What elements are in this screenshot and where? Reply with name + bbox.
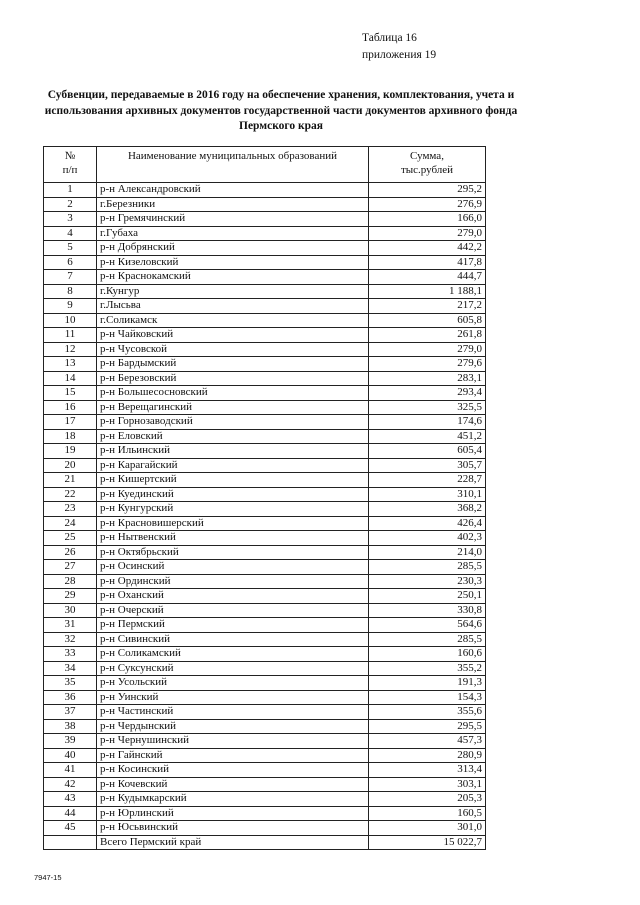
municipality-name: р-н Частинский	[97, 705, 369, 720]
municipality-name: р-н Кишертский	[97, 473, 369, 488]
row-number: 21	[44, 473, 97, 488]
municipality-name: р-н Кунгурский	[97, 502, 369, 517]
municipality-name: р-н Чусовской	[97, 342, 369, 357]
subsidy-amount: 417,8	[369, 255, 486, 270]
subsidy-amount: 605,8	[369, 313, 486, 328]
municipality-name: г.Березники	[97, 197, 369, 212]
row-number: 12	[44, 342, 97, 357]
municipality-name: р-н Горнозаводский	[97, 415, 369, 430]
subsidy-amount: 295,2	[369, 183, 486, 198]
subsidy-amount: 191,3	[369, 676, 486, 691]
row-number: 18	[44, 429, 97, 444]
row-number: 15	[44, 386, 97, 401]
table-header-row	[44, 147, 486, 183]
subsidy-amount: 279,0	[369, 342, 486, 357]
table-reference	[362, 30, 436, 64]
table-row	[44, 473, 486, 488]
subsidy-amount: 293,4	[369, 386, 486, 401]
subsidy-amount: 444,7	[369, 270, 486, 285]
column-header-number-line2: п/п	[62, 164, 78, 176]
subsidy-amount: 305,7	[369, 458, 486, 473]
subsidy-amount: 457,3	[369, 734, 486, 749]
row-number: 5	[44, 241, 97, 256]
row-number: 32	[44, 632, 97, 647]
table-row	[44, 212, 486, 227]
municipality-name: р-н Кудымкарский	[97, 792, 369, 807]
municipality-name: р-н Куединский	[97, 487, 369, 502]
subsidy-amount: 402,3	[369, 531, 486, 546]
municipality-name: р-н Чайковский	[97, 328, 369, 343]
row-number: 38	[44, 719, 97, 734]
row-number: 31	[44, 618, 97, 633]
municipality-name: р-н Большесосновский	[97, 386, 369, 401]
subsidy-amount: 230,3	[369, 574, 486, 589]
row-number: 6	[44, 255, 97, 270]
municipality-name: р-н Кизеловский	[97, 255, 369, 270]
municipality-name: р-н Октябрьский	[97, 545, 369, 560]
table-row	[44, 777, 486, 792]
row-number: 37	[44, 705, 97, 720]
subsidy-amount: 279,6	[369, 357, 486, 372]
subsidy-amount: 228,7	[369, 473, 486, 488]
row-number: 43	[44, 792, 97, 807]
table-row	[44, 371, 486, 386]
row-number: 25	[44, 531, 97, 546]
row-number: 10	[44, 313, 97, 328]
subsidy-amount: 564,6	[369, 618, 486, 633]
row-number: 35	[44, 676, 97, 691]
table-row	[44, 821, 486, 836]
row-number: 34	[44, 661, 97, 676]
municipality-name: г.Лысьва	[97, 299, 369, 314]
municipality-name: р-н Кочевский	[97, 777, 369, 792]
table-row	[44, 357, 486, 372]
subsidy-amount: 330,8	[369, 603, 486, 618]
row-number: 29	[44, 589, 97, 604]
subsidy-table	[43, 146, 486, 850]
subsidy-amount: 285,5	[369, 632, 486, 647]
table-row	[44, 806, 486, 821]
row-number: 26	[44, 545, 97, 560]
table-row	[44, 690, 486, 705]
table-body	[44, 183, 486, 836]
subsidy-amount: 217,2	[369, 299, 486, 314]
column-header-sum-line2: тыс.рублей	[400, 164, 454, 176]
column-header-number	[44, 147, 97, 183]
municipality-name: р-н Оханский	[97, 589, 369, 604]
municipality-name: р-н Верещагинский	[97, 400, 369, 415]
table-row	[44, 545, 486, 560]
table-row	[44, 516, 486, 531]
table-row	[44, 429, 486, 444]
subsidy-amount: 283,1	[369, 371, 486, 386]
table-row	[44, 763, 486, 778]
table-row	[44, 719, 486, 734]
subsidy-amount: 160,6	[369, 647, 486, 662]
table-row	[44, 603, 486, 618]
row-number: 40	[44, 748, 97, 763]
row-number: 30	[44, 603, 97, 618]
municipality-name: р-н Пермский	[97, 618, 369, 633]
row-number: 17	[44, 415, 97, 430]
table-row	[44, 661, 486, 676]
subsidy-amount: 301,0	[369, 821, 486, 836]
subsidy-amount: 355,6	[369, 705, 486, 720]
subsidy-amount: 426,4	[369, 516, 486, 531]
subsidy-amount: 368,2	[369, 502, 486, 517]
row-number: 16	[44, 400, 97, 415]
municipality-name: р-н Косинский	[97, 763, 369, 778]
municipality-name: р-н Красновишерский	[97, 516, 369, 531]
municipality-name: г.Кунгур	[97, 284, 369, 299]
row-number: 44	[44, 806, 97, 821]
table-row	[44, 502, 486, 517]
subsidy-amount: 313,4	[369, 763, 486, 778]
subsidy-amount: 160,5	[369, 806, 486, 821]
table-row	[44, 284, 486, 299]
subsidy-amount: 355,2	[369, 661, 486, 676]
row-number: 22	[44, 487, 97, 502]
subsidy-amount: 261,8	[369, 328, 486, 343]
row-number: 45	[44, 821, 97, 836]
total-label: Всего Пермский край	[97, 835, 369, 850]
subsidy-amount: 280,9	[369, 748, 486, 763]
row-number: 28	[44, 574, 97, 589]
column-header-name: Наименование муниципальных образований	[97, 147, 369, 183]
table-row	[44, 342, 486, 357]
municipality-name: р-н Гремячинский	[97, 212, 369, 227]
table-row	[44, 647, 486, 662]
municipality-name: р-н Сивинский	[97, 632, 369, 647]
municipality-name: р-н Соликамский	[97, 647, 369, 662]
total-row	[44, 835, 486, 850]
subsidy-amount: 451,2	[369, 429, 486, 444]
subsidy-amount: 442,2	[369, 241, 486, 256]
municipality-name: р-н Чернушинский	[97, 734, 369, 749]
table-row	[44, 792, 486, 807]
table-row	[44, 328, 486, 343]
table-row	[44, 560, 486, 575]
municipality-name: р-н Юсьвинский	[97, 821, 369, 836]
table-row	[44, 400, 486, 415]
subsidy-amount: 285,5	[369, 560, 486, 575]
subsidy-amount: 303,1	[369, 777, 486, 792]
table-row	[44, 458, 486, 473]
subsidy-amount: 1 188,1	[369, 284, 486, 299]
table-number: Таблица 16	[362, 32, 417, 44]
table-row	[44, 705, 486, 720]
table-row	[44, 386, 486, 401]
table-row	[44, 748, 486, 763]
subsidy-amount: 325,5	[369, 400, 486, 415]
row-number: 14	[44, 371, 97, 386]
subsidy-amount: 214,0	[369, 545, 486, 560]
row-number: 11	[44, 328, 97, 343]
subsidy-amount: 276,9	[369, 197, 486, 212]
subsidy-amount: 250,1	[369, 589, 486, 604]
table-row	[44, 183, 486, 198]
municipality-name: р-н Гайнский	[97, 748, 369, 763]
column-header-number-line1: №	[64, 150, 76, 162]
subsidy-amount: 279,0	[369, 226, 486, 241]
municipality-name: р-н Еловский	[97, 429, 369, 444]
table-row	[44, 589, 486, 604]
municipality-name: р-н Усольский	[97, 676, 369, 691]
municipality-name: р-н Бардымский	[97, 357, 369, 372]
column-header-sum-line1: Сумма,	[410, 150, 444, 162]
municipality-name: р-н Очерский	[97, 603, 369, 618]
subsidy-amount: 605,4	[369, 444, 486, 459]
table-row	[44, 197, 486, 212]
table-row	[44, 255, 486, 270]
table-row	[44, 241, 486, 256]
table-row	[44, 618, 486, 633]
table-row	[44, 415, 486, 430]
row-number: 27	[44, 560, 97, 575]
municipality-name: р-н Осинский	[97, 560, 369, 575]
municipality-name: р-н Карагайский	[97, 458, 369, 473]
row-number: 8	[44, 284, 97, 299]
municipality-name: р-н Суксунский	[97, 661, 369, 676]
row-number: 3	[44, 212, 97, 227]
municipality-name: г.Губаха	[97, 226, 369, 241]
table-row	[44, 270, 486, 285]
total-number-cell	[44, 835, 97, 850]
row-number: 7	[44, 270, 97, 285]
row-number: 41	[44, 763, 97, 778]
table-row	[44, 574, 486, 589]
row-number: 20	[44, 458, 97, 473]
subsidy-amount: 166,0	[369, 212, 486, 227]
row-number: 24	[44, 516, 97, 531]
municipality-name: р-н Александровский	[97, 183, 369, 198]
table-row	[44, 299, 486, 314]
municipality-name: р-н Нытвенский	[97, 531, 369, 546]
table-row	[44, 313, 486, 328]
row-number: 39	[44, 734, 97, 749]
row-number: 13	[44, 357, 97, 372]
row-number: 36	[44, 690, 97, 705]
municipality-name: р-н Добрянский	[97, 241, 369, 256]
column-header-sum	[369, 147, 486, 183]
table-row	[44, 531, 486, 546]
municipality-name: р-н Ординский	[97, 574, 369, 589]
subsidy-amount: 154,3	[369, 690, 486, 705]
footer-code: 7947-15	[34, 873, 62, 882]
table-row	[44, 487, 486, 502]
municipality-name: р-н Краснокамский	[97, 270, 369, 285]
total-sum: 15 022,7	[369, 835, 486, 850]
municipality-name: р-н Уинский	[97, 690, 369, 705]
table-row	[44, 676, 486, 691]
document-title: Субвенции, передаваемые в 2016 году на обеспечение хранения, комплектования, учета и использования архивных документов государственной части документов архивного фонда Пермского края	[44, 89, 518, 132]
municipality-name: р-н Чердынский	[97, 719, 369, 734]
row-number: 23	[44, 502, 97, 517]
municipality-name: р-н Ильинский	[97, 444, 369, 459]
municipality-name: р-н Юрлинский	[97, 806, 369, 821]
table-row	[44, 734, 486, 749]
appendix-number: приложения 19	[362, 49, 437, 61]
subsidy-amount: 205,3	[369, 792, 486, 807]
subsidy-amount: 295,5	[369, 719, 486, 734]
row-number: 4	[44, 226, 97, 241]
row-number: 19	[44, 444, 97, 459]
table-row	[44, 226, 486, 241]
table-row	[44, 632, 486, 647]
table-row	[44, 444, 486, 459]
row-number: 2	[44, 197, 97, 212]
municipality-name: г.Соликамск	[97, 313, 369, 328]
row-number: 42	[44, 777, 97, 792]
row-number: 1	[44, 183, 97, 198]
subsidy-amount: 310,1	[369, 487, 486, 502]
row-number: 9	[44, 299, 97, 314]
municipality-name: р-н Березовский	[97, 371, 369, 386]
subsidy-amount: 174,6	[369, 415, 486, 430]
row-number: 33	[44, 647, 97, 662]
